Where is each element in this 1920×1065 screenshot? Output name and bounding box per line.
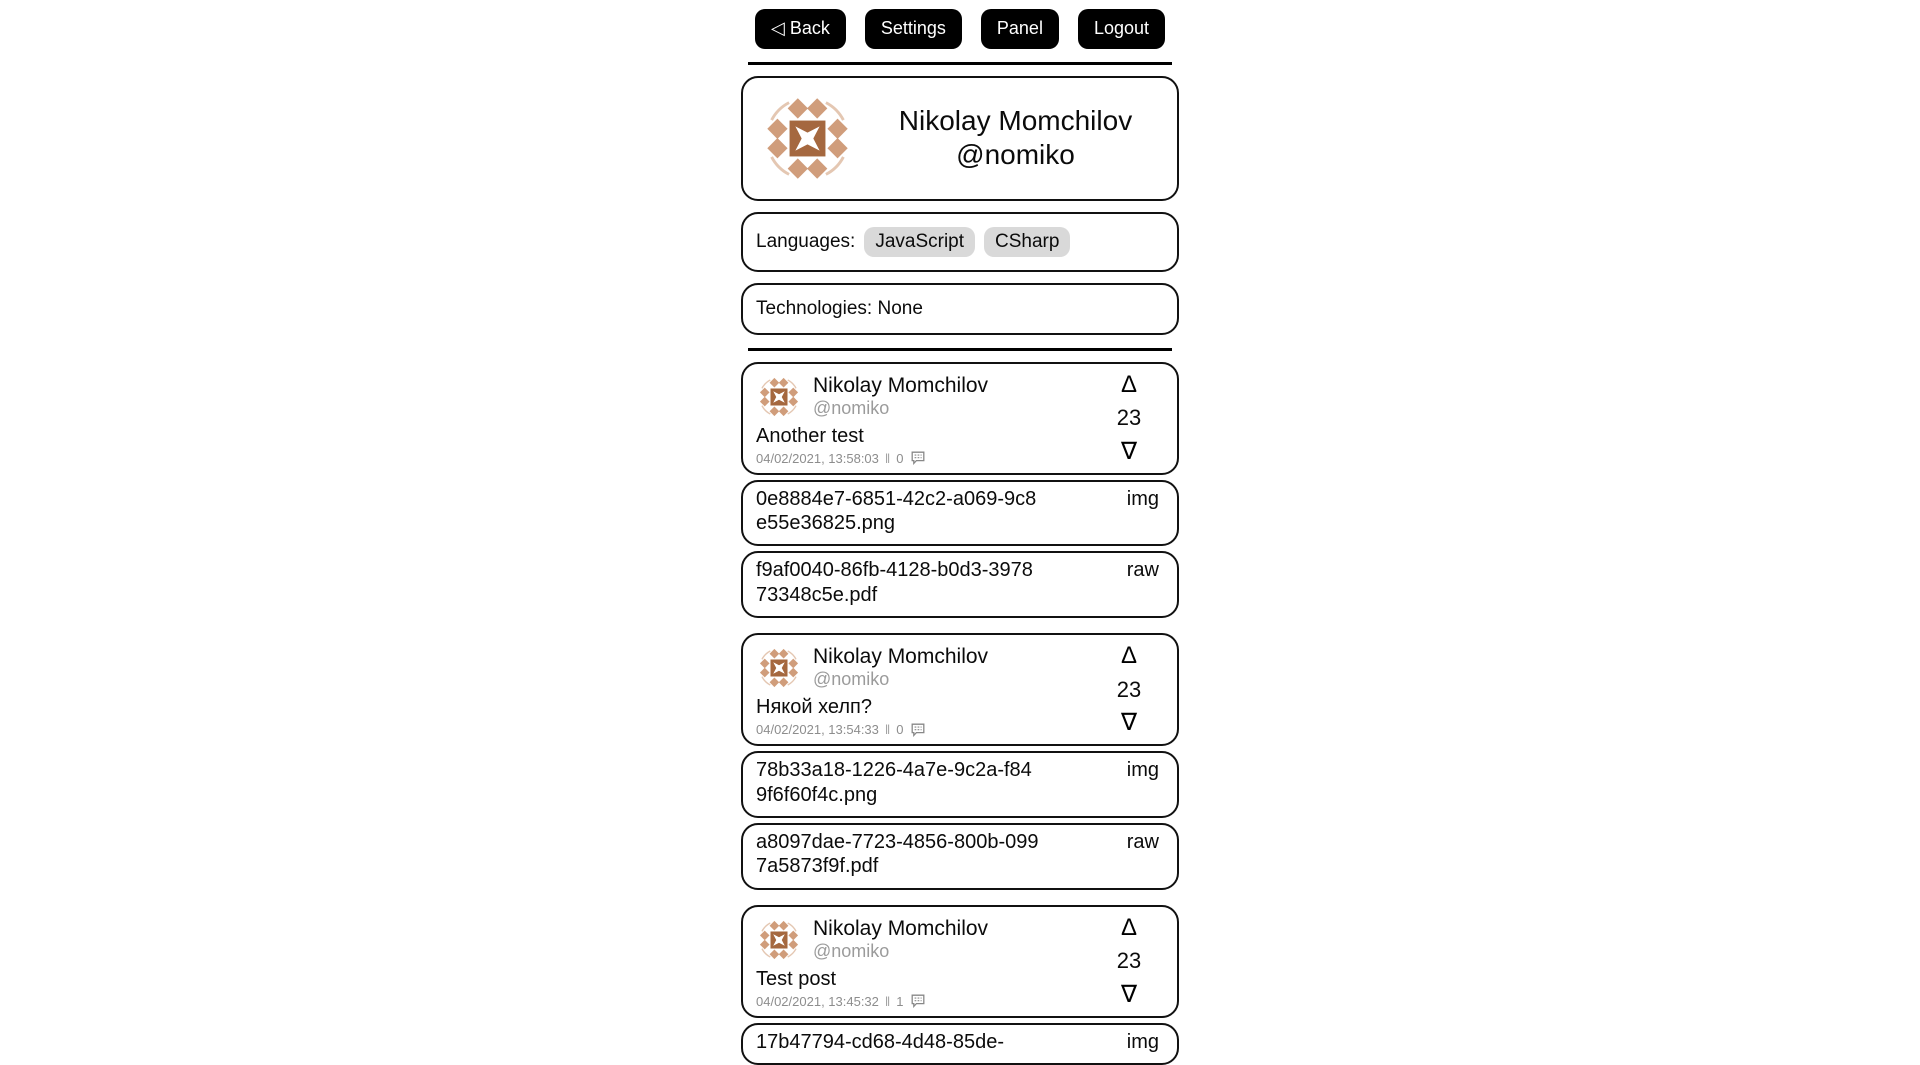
post-author-block: [813, 645, 988, 691]
meta-separator: ‖: [884, 722, 891, 738]
attachment-type-badge: img: [1126, 759, 1159, 782]
panel-button[interactable]: Panel: [981, 9, 1059, 49]
attachment-type-badge: raw: [1126, 830, 1159, 853]
profile-name: Nikolay Momchilov: [898, 104, 1133, 136]
profile-card: [741, 76, 1179, 201]
post-author-handle: @nomiko: [813, 397, 890, 418]
languages-label: Languages:: [756, 230, 856, 252]
profile-avatar-identicon: [759, 90, 856, 187]
post-card[interactable]: [741, 905, 1179, 1018]
attachment-filename: 17b47794-cd68-4d48-85de-: [756, 1030, 1004, 1053]
attachment-filename: 78b33a18-1226-4a7e-9c2a-f849f6f60f4c.png: [756, 759, 1032, 806]
post-group: [741, 905, 1179, 1065]
top-divider: [748, 62, 1172, 65]
posts-divider: [748, 348, 1172, 351]
post-meta: [756, 722, 1163, 737]
attachment-row[interactable]: [741, 751, 1179, 818]
attachment-filename: 0e8884e7-6851-42c2-a069-9c8e55e36825.png: [756, 487, 1037, 534]
settings-button[interactable]: Settings: [865, 9, 962, 49]
vote-column: [1112, 644, 1146, 735]
meta-separator: ‖: [884, 450, 891, 466]
post-timestamp: 04/02/2021, 13:45:32: [756, 993, 879, 1009]
logout-button[interactable]: Logout: [1078, 9, 1165, 49]
back-button[interactable]: ◁ Back: [755, 9, 846, 49]
post-card[interactable]: [741, 362, 1179, 475]
attachment-type-badge: img: [1126, 1030, 1159, 1053]
post-author-handle: @nomiko: [813, 940, 890, 961]
attachment-type-badge: img: [1126, 487, 1159, 510]
vote-score: 23: [1116, 948, 1142, 974]
attachment-row[interactable]: [741, 551, 1179, 618]
post-timestamp: 04/02/2021, 13:54:33: [756, 722, 879, 738]
comment-count: 0: [896, 450, 904, 466]
post-avatar-identicon: [756, 645, 802, 691]
post-author-block: [813, 917, 988, 963]
post-group: [741, 633, 1179, 890]
post-header: [756, 370, 1163, 420]
post-author-name: Nikolay Momchilov: [813, 645, 989, 669]
vote-column: [1112, 913, 1146, 1008]
vote-score: 23: [1116, 405, 1142, 431]
post-header: [756, 913, 1163, 963]
post-author-handle: @nomiko: [813, 669, 890, 690]
attachment-type-badge: raw: [1126, 559, 1159, 582]
post-avatar-identicon: [756, 917, 802, 963]
upvote-button[interactable]: Δ: [1120, 642, 1138, 670]
attachment-row[interactable]: [741, 1023, 1179, 1065]
attachment-row[interactable]: [741, 480, 1179, 547]
post-meta: [756, 994, 1163, 1009]
meta-separator: ‖: [884, 993, 891, 1009]
attachment-row[interactable]: [741, 823, 1179, 890]
post-group: [741, 362, 1179, 619]
vote-column: [1112, 370, 1146, 465]
post-title: Another test: [756, 424, 864, 447]
language-tag-csharp: CSharp: [984, 227, 1070, 257]
post-meta: [756, 451, 1163, 466]
attachment-filename: a8097dae-7723-4856-800b-0997a5873f9f.pdf: [756, 830, 1039, 878]
downvote-button[interactable]: ∇: [1120, 709, 1138, 737]
post-avatar-identicon: [756, 374, 802, 420]
profile-names: [870, 104, 1161, 172]
toolbar: [741, 0, 1179, 49]
post-card[interactable]: [741, 633, 1179, 746]
profile-page: [741, 0, 1179, 1065]
attachment-filename: f9af0040-86fb-4128-b0d3-397873348c5e.pdf: [756, 559, 1033, 606]
comment-icon: [911, 994, 925, 1008]
upvote-button[interactable]: Δ: [1120, 913, 1138, 941]
vote-score: 23: [1116, 676, 1142, 702]
downvote-button[interactable]: ∇: [1120, 437, 1138, 465]
downvote-button[interactable]: ∇: [1120, 980, 1138, 1008]
comment-count: 1: [896, 993, 904, 1009]
post-header: [756, 642, 1163, 691]
language-tag-javascript: JavaScript: [864, 227, 975, 257]
post-title: Някой хелп?: [756, 696, 872, 719]
technologies-card: [741, 283, 1179, 335]
languages-card: [741, 212, 1179, 272]
post-author-name: Nikolay Momchilov: [813, 916, 989, 940]
post-title: Test post: [756, 967, 837, 990]
post-author-name: Nikolay Momchilov: [813, 373, 989, 397]
post-author-block: [813, 374, 988, 420]
technologies-label: Technologies: None: [756, 297, 923, 319]
comment-count: 0: [896, 722, 904, 738]
post-timestamp: 04/02/2021, 13:58:03: [756, 450, 879, 466]
comment-icon: [911, 723, 925, 737]
upvote-button[interactable]: Δ: [1120, 370, 1138, 398]
comment-icon: [911, 451, 925, 465]
profile-handle: @nomiko: [956, 139, 1075, 171]
